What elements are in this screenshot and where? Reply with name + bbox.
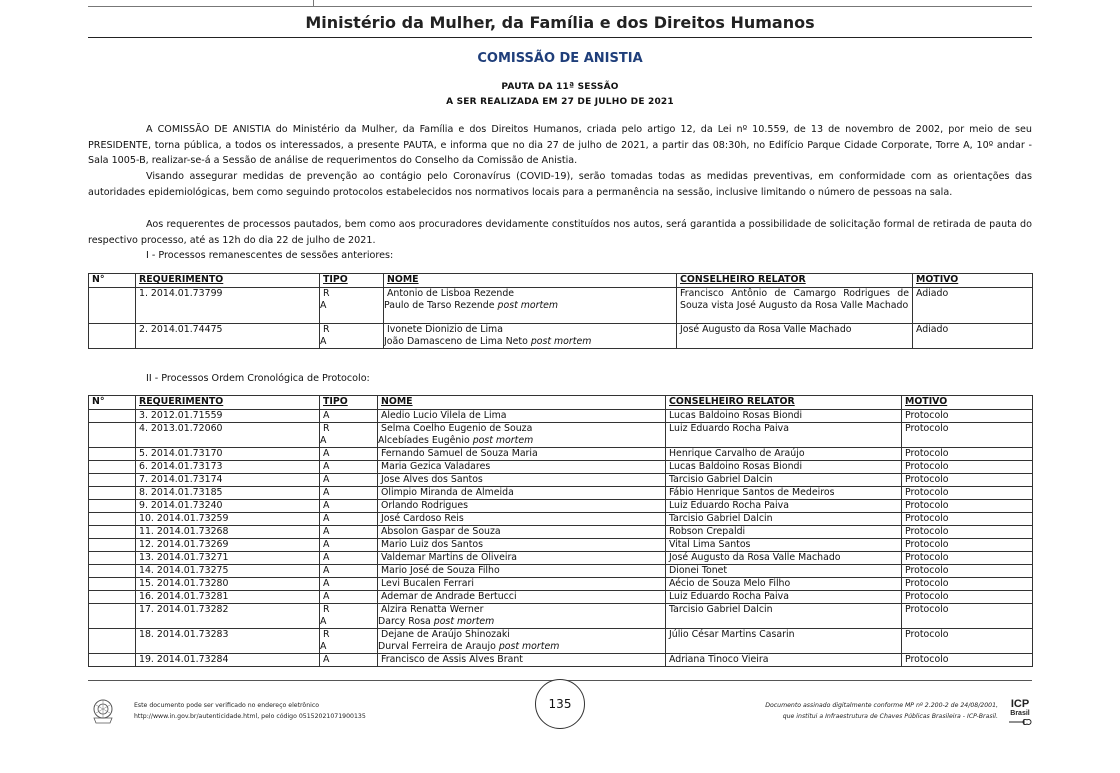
relator-text: Tarcisio Gabriel Dalcin <box>669 604 773 615</box>
nome-line1: Antonio de Lisboa Rezende <box>387 288 515 299</box>
relator-text: Fábio Henrique Santos de Medeiros <box>669 487 835 498</box>
tipo-line2: A <box>320 336 327 347</box>
cell-nome <box>378 591 666 604</box>
footer-signature-note <box>765 700 998 722</box>
cell-numero <box>89 604 136 629</box>
table-header-row <box>89 396 1033 410</box>
cell-requerimento <box>136 552 320 565</box>
cell-numero <box>89 423 136 448</box>
nome-text: Maria Gezica Valadares <box>381 461 491 472</box>
cell-relator <box>666 654 902 667</box>
cell-nome <box>378 487 666 500</box>
cell-motivo <box>902 474 1033 487</box>
tipo-text: A <box>323 448 330 459</box>
cell-relator <box>666 448 902 461</box>
nome-text: Olimpio Miranda de Almeida <box>381 487 514 498</box>
tipo-text: A <box>323 552 330 563</box>
cell-numero <box>89 526 136 539</box>
cell-requerimento <box>136 500 320 513</box>
cell-numero <box>89 410 136 423</box>
nome-text: Fernando Samuel de Souza Maria <box>381 448 538 459</box>
cell-relator <box>666 552 902 565</box>
tipo-text: A <box>323 539 330 550</box>
nome-line1: Selma Coelho Eugenio de Souza <box>381 423 533 434</box>
cell-tipo <box>320 461 378 474</box>
cell-numero <box>89 513 136 526</box>
cell-requerimento <box>136 513 320 526</box>
table-row <box>89 539 1033 552</box>
tipo-text: A <box>323 591 330 602</box>
cell-nome <box>378 410 666 423</box>
footer-left-line1: Este documento pode ser verificado no endereço eletrônico <box>134 702 320 709</box>
section-1-title: I - Processos remanescentes de sessões anteriores: <box>146 250 394 261</box>
motivo-text: Protocolo <box>905 410 949 421</box>
cell-requerimento <box>136 578 320 591</box>
cell-tipo <box>320 604 378 629</box>
document-page <box>88 0 1032 773</box>
cell-motivo <box>902 448 1033 461</box>
col-nome: NOME <box>384 274 677 288</box>
post-mortem-label: post mortem <box>433 616 495 627</box>
nome-text: Francisco de Assis Alves Brant <box>381 654 523 665</box>
motivo-text: Protocolo <box>905 578 949 589</box>
cell-relator <box>666 461 902 474</box>
requerimento-text: 12. 2014.01.73269 <box>139 539 229 550</box>
relator-text: Henrique Carvalho de Araújo <box>669 448 805 459</box>
cell-motivo <box>902 578 1033 591</box>
nome-line2 <box>378 435 662 447</box>
motivo-text: Protocolo <box>905 654 949 665</box>
post-mortem-label: post mortem <box>530 336 592 347</box>
tipo-line2: A <box>320 616 327 627</box>
cell-requerimento <box>136 461 320 474</box>
brasao-seal-icon <box>88 696 118 726</box>
cell-requerimento <box>136 474 320 487</box>
paragraph-withdrawal: Aos requerentes de processos pautados, bem como aos procuradores devidamente constituídos nos autos, será garantida a possibilidade de solicitação formal de retirada de pauta do respectivo processo, até as 12h do dia 22 de julho de 2021. <box>88 219 1032 246</box>
cell-motivo: Adiado <box>913 324 1033 349</box>
cell-relator <box>666 500 902 513</box>
nome-line2 <box>384 336 673 348</box>
footer-right-line2: que institui a Infraestrutura de Chaves Públicas Brasileira - ICP-Brasil. <box>782 713 998 720</box>
tipo-text: A <box>323 487 330 498</box>
motivo-text: Protocolo <box>905 604 949 615</box>
cell-nome <box>378 474 666 487</box>
requerimento-text: 13. 2014.01.73271 <box>139 552 229 563</box>
requerimento-text: 10. 2014.01.73259 <box>139 513 229 524</box>
cell-requerimento: 1. 2014.01.73799 <box>136 288 320 324</box>
motivo-text: Protocolo <box>905 526 949 537</box>
relator-text: Tarcisio Gabriel Dalcin <box>669 513 773 524</box>
relator-text: Lucas Baldoino Rosas Biondi <box>669 461 803 472</box>
table-row <box>89 604 1033 629</box>
nome-line1: Dejane de Araújo Shinozaki <box>381 629 510 640</box>
col-tipo: TIPO <box>320 274 384 288</box>
cell-relator <box>666 474 902 487</box>
cell-nome <box>378 526 666 539</box>
cell-nome <box>378 461 666 474</box>
requerimento-text: 8. 2014.01.73185 <box>139 487 223 498</box>
post-mortem-label: post mortem <box>497 300 559 311</box>
table-row <box>89 448 1033 461</box>
cell-motivo <box>902 500 1033 513</box>
cell-tipo <box>320 410 378 423</box>
relator-text: Luiz Eduardo Rocha Paiva <box>669 591 789 602</box>
cell-motivo: Adiado <box>913 288 1033 324</box>
motivo-text: Protocolo <box>905 487 949 498</box>
cell-motivo <box>902 526 1033 539</box>
nome-text: Ademar de Andrade Bertucci <box>381 591 517 602</box>
nome2-text: João Damasceno de Lima Neto <box>384 336 528 347</box>
cell-requerimento <box>136 654 320 667</box>
motivo-text: Protocolo <box>905 629 949 640</box>
cell-requerimento <box>136 565 320 578</box>
nome-text: Orlando Rodrigues <box>381 500 468 511</box>
cell-nome <box>378 513 666 526</box>
tipo-text: A <box>323 578 330 589</box>
cell-nome <box>378 654 666 667</box>
cell-requerimento <box>136 629 320 654</box>
table-row <box>89 288 1033 324</box>
cell-relator <box>666 513 902 526</box>
requerimento-text: 7. 2014.01.73174 <box>139 474 223 485</box>
paragraph-intro: A COMISSÃO DE ANISTIA do Ministério da Mulher, da Família e dos Direitos Humanos, criada pelo artigo 12, da Lei nº 10.559, de 13 de novembro de 2002, por meio de seu PRESIDENTE, torna pública, a todos os interessados, a presente PAUTA, e informa que no dia 27 de julho de 2021, a partir das 08:30h, no Edifício Parque Cidade Corporate, Torre A, 10º andar - Sala 1005-B, realizar-se-á a Sessão de análise de requerimentos do Conselho da Comissão de Anistia. <box>88 124 1032 166</box>
cell-requerimento <box>136 591 320 604</box>
relator-text: Dionei Tonet <box>669 565 728 576</box>
cell-requerimento <box>136 423 320 448</box>
post-mortem-label: post mortem <box>498 641 560 652</box>
cell-nome <box>378 629 666 654</box>
cell-numero <box>89 591 136 604</box>
cell-tipo <box>320 591 378 604</box>
cell-tipo <box>320 448 378 461</box>
table-row <box>89 591 1033 604</box>
col-motivo: MOTIVO <box>902 396 1033 410</box>
top-tick <box>313 0 314 6</box>
cell-numero <box>89 539 136 552</box>
cell-motivo <box>902 654 1033 667</box>
cell-tipo <box>320 513 378 526</box>
cell-tipo <box>320 629 378 654</box>
tipo-line1: R <box>323 423 330 434</box>
table-chronological-processes <box>88 395 1033 667</box>
nome-text: Levi Bucalen Ferrari <box>381 578 474 589</box>
motivo-text: Protocolo <box>905 565 949 576</box>
col-nome: NOME <box>378 396 666 410</box>
cell-relator <box>666 604 902 629</box>
cell-nome <box>384 288 677 324</box>
nome2-text: Alcebíades Eugênio <box>378 435 470 446</box>
cell-tipo <box>320 423 378 448</box>
cell-numero <box>89 654 136 667</box>
cell-nome <box>378 448 666 461</box>
col-tipo: TIPO <box>320 396 378 410</box>
requerimento-text: 9. 2014.01.73240 <box>139 500 223 511</box>
nome-line1: Ivonete Dionizio de Lima <box>387 324 503 335</box>
requerimento-text: 6. 2014.01.73173 <box>139 461 223 472</box>
tipo-text: A <box>323 461 330 472</box>
footer-verification <box>134 700 366 722</box>
relator-text: Lucas Baldoino Rosas Biondi <box>669 410 803 421</box>
cell-motivo <box>902 410 1033 423</box>
footer-verification-link[interactable]: http://www.in.gov.br/autenticidade.html, pelo código 05152021071900135 <box>134 713 366 720</box>
cell-numero <box>89 487 136 500</box>
icp-top-text: ICP <box>1010 698 1030 710</box>
icp-bottom-text: Brasil <box>1010 710 1030 717</box>
requerimento-text: 19. 2014.01.73284 <box>139 654 229 665</box>
tipo-line1: R <box>323 324 330 335</box>
cell-numero <box>89 552 136 565</box>
page-number: 135 <box>535 679 585 729</box>
cell-tipo <box>320 654 378 667</box>
cell-nome <box>378 604 666 629</box>
requerimento-text: 18. 2014.01.73283 <box>139 629 229 640</box>
cell-requerimento <box>136 526 320 539</box>
relator-text: Aécio de Souza Melo Filho <box>669 578 791 589</box>
table-row <box>89 461 1033 474</box>
cell-motivo <box>902 539 1033 552</box>
relator-text: José Augusto da Rosa Valle Machado <box>669 552 841 563</box>
tipo-text: A <box>323 565 330 576</box>
tipo-line1: R <box>323 629 330 640</box>
pauta-title: PAUTA DA 11ª SESSÃO <box>501 82 619 92</box>
nome-text: Aledio Lucio Vilela de Lima <box>381 410 507 421</box>
relator-text: Robson Crepaldi <box>669 526 746 537</box>
table-row <box>89 654 1033 667</box>
cell-relator <box>666 578 902 591</box>
table-row <box>89 410 1033 423</box>
nome-text: Jose Alves dos Santos <box>381 474 483 485</box>
cell-relator <box>666 565 902 578</box>
requerimento-text: 16. 2014.01.73281 <box>139 591 229 602</box>
cell-numero <box>89 500 136 513</box>
table-row <box>89 500 1033 513</box>
nome2-text: Darcy Rosa <box>378 616 431 627</box>
cell-numero <box>89 474 136 487</box>
cell-motivo <box>902 423 1033 448</box>
table-row <box>89 487 1033 500</box>
cell-requerimento <box>136 604 320 629</box>
tipo-text: A <box>323 654 330 665</box>
cell-motivo <box>902 461 1033 474</box>
cell-tipo <box>320 539 378 552</box>
cell-motivo <box>902 591 1033 604</box>
tipo-text: A <box>323 513 330 524</box>
nome-text: Mario Luiz dos Santos <box>381 539 483 550</box>
motivo-text: Protocolo <box>905 591 949 602</box>
top-rule <box>88 6 1032 7</box>
col-motivo: MOTIVO <box>913 274 1033 288</box>
cell-relator: José Augusto da Rosa Valle Machado <box>677 324 913 349</box>
tipo-line1: R <box>323 604 330 615</box>
nome2-text: Durval Ferreira de Araujo <box>378 641 496 652</box>
footer-right-line1: Documento assinado digitalmente conforme MP nº 2.200-2 de 24/08/2001, <box>765 702 998 709</box>
requerimento-text: 14. 2014.01.73275 <box>139 565 229 576</box>
icp-brasil-logo-icon <box>1006 696 1034 728</box>
cell-tipo <box>320 526 378 539</box>
cell-numero <box>89 461 136 474</box>
commission-title: COMISSÃO DE ANISTIA <box>477 51 643 66</box>
motivo-text: Protocolo <box>905 513 949 524</box>
relator-text: Tarcisio Gabriel Dalcin <box>669 474 773 485</box>
col-numero: N° <box>89 274 136 288</box>
cell-numero <box>89 288 136 324</box>
cell-requerimento: 2. 2014.01.74475 <box>136 324 320 349</box>
cell-nome <box>378 578 666 591</box>
relator-text: Luiz Eduardo Rocha Paiva <box>669 500 789 511</box>
cell-motivo <box>902 487 1033 500</box>
table-row <box>89 513 1033 526</box>
nome-line2 <box>384 300 673 312</box>
cell-tipo <box>320 324 384 349</box>
col-numero: N° <box>89 396 136 410</box>
motivo-text: Protocolo <box>905 552 949 563</box>
tipo-text: A <box>323 410 330 421</box>
nome-text: Valdemar Martins de Oliveira <box>381 552 518 563</box>
nome-text: Mario José de Souza Filho <box>381 565 500 576</box>
table-row <box>89 565 1033 578</box>
motivo-text: Protocolo <box>905 500 949 511</box>
cell-numero <box>89 629 136 654</box>
nome-line1: Alzira Renatta Werner <box>381 604 484 615</box>
cell-requerimento <box>136 448 320 461</box>
tipo-line2: A <box>320 300 327 311</box>
nome2-text: Paulo de Tarso Rezende <box>384 300 495 311</box>
col-requerimento: REQUERIMENTO <box>136 274 320 288</box>
col-requerimento: REQUERIMENTO <box>136 396 320 410</box>
table-row <box>89 474 1033 487</box>
cell-relator <box>666 629 902 654</box>
cell-tipo <box>320 565 378 578</box>
tipo-line2: A <box>320 641 327 652</box>
table-remaining-processes <box>88 273 1033 349</box>
cell-relator <box>666 539 902 552</box>
cell-relator <box>666 526 902 539</box>
cell-motivo <box>902 629 1033 654</box>
cell-numero <box>89 324 136 349</box>
nome-line2 <box>378 616 662 628</box>
motivo-text: Protocolo <box>905 461 949 472</box>
table-row <box>89 526 1033 539</box>
col-relator: CONSELHEIRO RELATOR <box>677 274 913 288</box>
post-mortem-label: post mortem <box>472 435 534 446</box>
ministry-title: Ministério da Mulher, da Família e dos Direitos Humanos <box>305 13 815 32</box>
tipo-text: A <box>323 500 330 511</box>
section-2-title: II - Processos Ordem Cronológica de Protocolo: <box>146 373 370 384</box>
tipo-line1: R <box>323 288 330 299</box>
nome-line2 <box>378 641 662 653</box>
cell-requerimento <box>136 410 320 423</box>
cell-motivo <box>902 513 1033 526</box>
cell-tipo <box>320 288 384 324</box>
col-relator: CONSELHEIRO RELATOR <box>666 396 902 410</box>
pauta-date: A SER REALIZADA EM 27 DE JULHO DE 2021 <box>446 97 674 107</box>
table-header-row <box>89 274 1033 288</box>
cell-nome <box>378 565 666 578</box>
cell-relator <box>666 410 902 423</box>
motivo-text: Protocolo <box>905 423 949 434</box>
relator-text: Vital Lima Santos <box>669 539 751 550</box>
cell-motivo <box>902 604 1033 629</box>
cell-tipo <box>320 578 378 591</box>
cell-motivo <box>902 552 1033 565</box>
relator-text: Luiz Eduardo Rocha Paiva <box>669 423 789 434</box>
table-row <box>89 324 1033 349</box>
tipo-line2: A <box>320 435 327 446</box>
requerimento-text: 17. 2014.01.73282 <box>139 604 229 615</box>
cell-tipo <box>320 500 378 513</box>
requerimento-text: 4. 2013.01.72060 <box>139 423 223 434</box>
table-row <box>89 552 1033 565</box>
cell-relator <box>666 423 902 448</box>
nome-text: José Cardoso Reis <box>381 513 464 524</box>
cell-tipo <box>320 552 378 565</box>
requerimento-text: 15. 2014.01.73280 <box>139 578 229 589</box>
requerimento-text: 11. 2014.01.73268 <box>139 526 229 537</box>
ministry-rule <box>88 37 1032 38</box>
requerimento-text: 3. 2012.01.71559 <box>139 410 223 421</box>
cell-requerimento <box>136 539 320 552</box>
cell-nome <box>384 324 677 349</box>
cell-nome <box>378 423 666 448</box>
relator-text: Júlio César Martins Casarin <box>669 629 795 640</box>
cell-requerimento <box>136 487 320 500</box>
cell-numero <box>89 565 136 578</box>
table-row <box>89 578 1033 591</box>
table-row <box>89 629 1033 654</box>
table-row <box>89 423 1033 448</box>
cell-nome <box>378 539 666 552</box>
cell-tipo <box>320 487 378 500</box>
cell-relator <box>666 487 902 500</box>
cell-nome <box>378 500 666 513</box>
cell-numero <box>89 448 136 461</box>
cell-tipo <box>320 474 378 487</box>
requerimento-text: 5. 2014.01.73170 <box>139 448 223 459</box>
motivo-text: Protocolo <box>905 539 949 550</box>
relator-text: Adriana Tinoco Vieira <box>669 654 769 665</box>
paragraph-covid: Visando assegurar medidas de prevenção ao contágio pelo Coronavírus (COVID-19), serão tomadas todas as medidas preventivas, em conformidade com as orientações das autoridades epidemiológicas, bem como seguindo protocolos estabelecidos nos normativos locais para a permanência na sessão, inclusive limitando o número de pessoas na sala. <box>88 171 1032 198</box>
cell-nome <box>378 552 666 565</box>
nome-text: Absolon Gaspar de Souza <box>381 526 501 537</box>
cell-numero <box>89 578 136 591</box>
tipo-text: A <box>323 474 330 485</box>
cell-motivo <box>902 565 1033 578</box>
tipo-text: A <box>323 526 330 537</box>
cell-relator: Francisco Antônio de Camargo Rodrigues de Souza vista José Augusto da Rosa Valle Machado <box>677 288 913 324</box>
motivo-text: Protocolo <box>905 474 949 485</box>
cell-relator <box>666 591 902 604</box>
motivo-text: Protocolo <box>905 448 949 459</box>
